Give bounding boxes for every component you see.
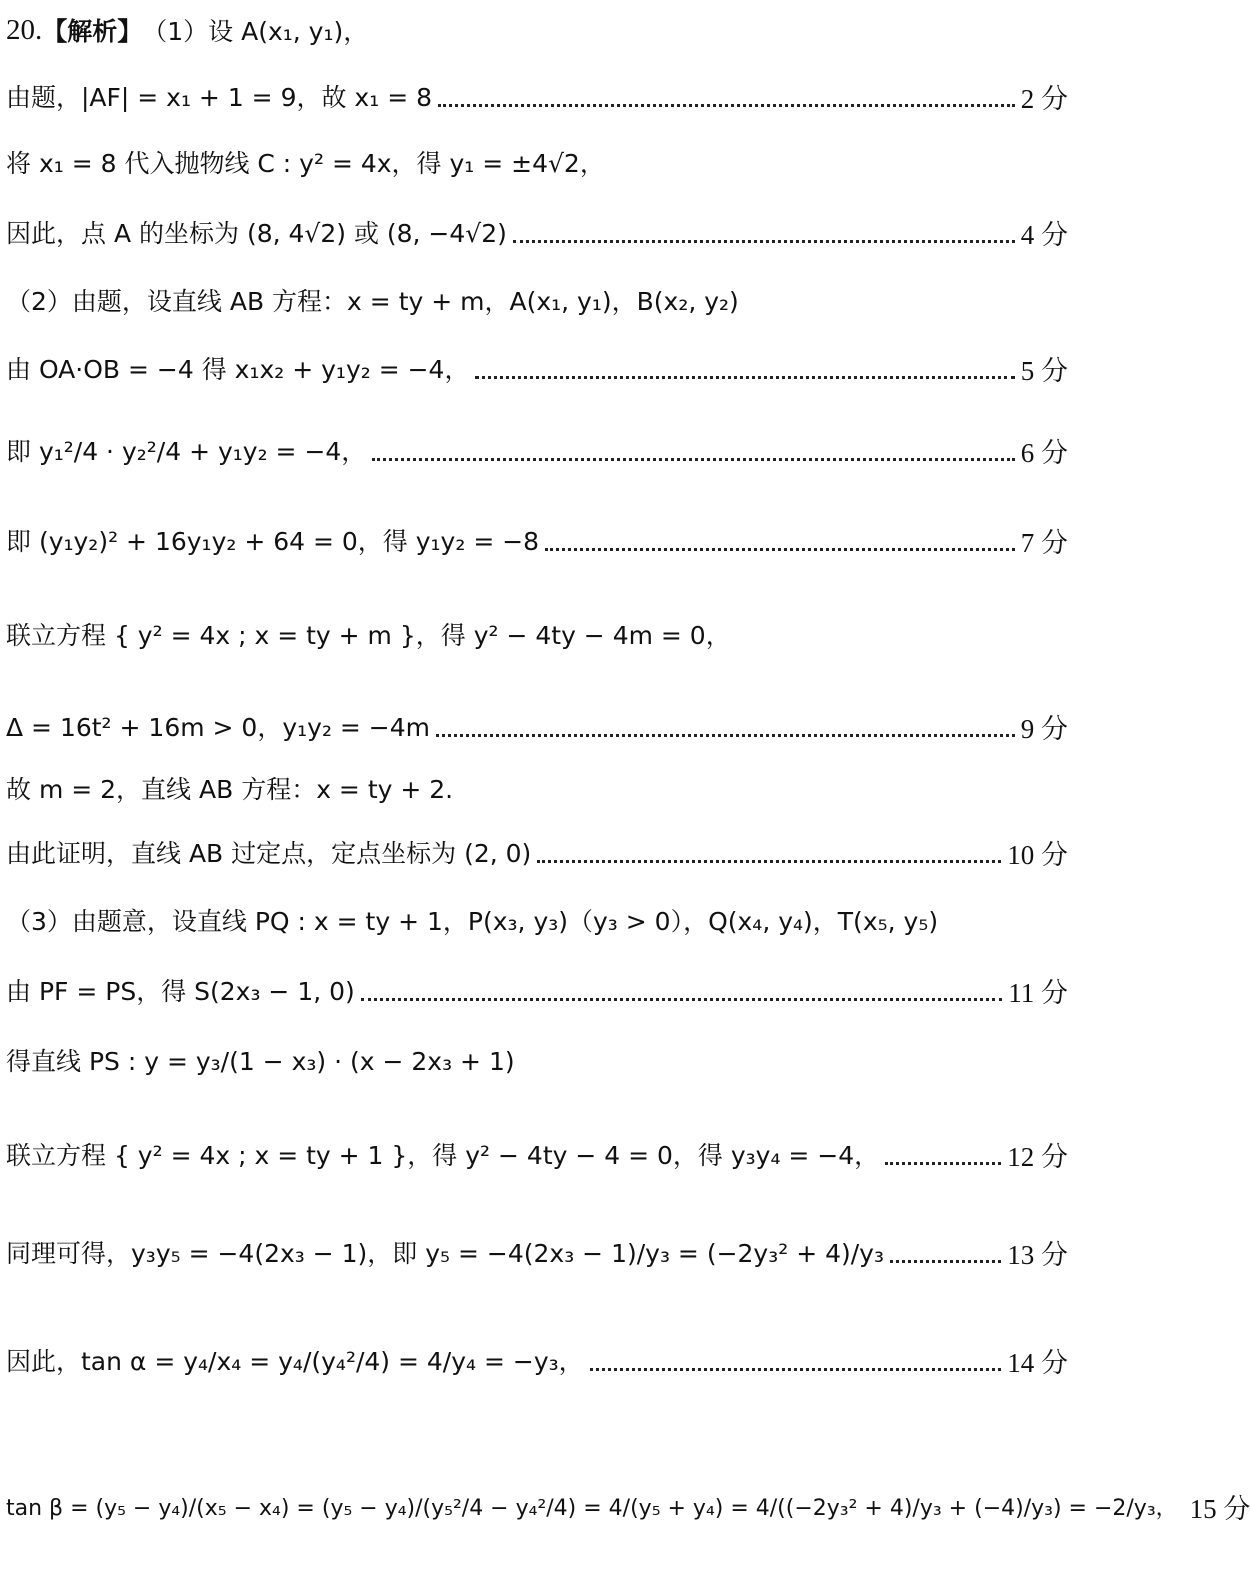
solution-line-14	[6, 960, 1068, 1020]
solution-line-12	[6, 822, 1068, 882]
solution-line-13	[6, 890, 1068, 950]
solution-line-1	[6, 0, 1068, 60]
line-text: 由题，|AF| = x₁ + 1 = 9，故 x₁ = 8	[6, 83, 432, 112]
solution-line-11	[6, 758, 1068, 818]
leader-dots	[372, 458, 1014, 461]
leader-dots	[513, 240, 1015, 243]
heading: 【解析】	[42, 17, 143, 46]
line-text: （1）设 A(x₁, y₁)，	[142, 17, 369, 46]
line-text: 由 PF = PS，得 S(2x₃ − 1, 0)	[6, 977, 355, 1006]
line-text: 因此，tan α = y₄/x₄ = y₄/(y₄²/4) = 4/y₄ = −y₃，	[6, 1347, 584, 1376]
line-text: （2）由题，设直线 AB 方程：x = ty + m，A(x₁, y₁)，B(x₂, y₂)	[6, 287, 739, 316]
score-label: 14 分	[1007, 1347, 1068, 1378]
solution-line-9	[6, 604, 1068, 664]
score-label: 11 分	[1008, 977, 1068, 1008]
solution-line-2	[6, 66, 1068, 126]
leader-dots	[537, 860, 1001, 863]
leader-dots	[438, 104, 1015, 107]
score-label: 15 分	[1189, 1493, 1250, 1524]
solution-line-17	[6, 1222, 1068, 1282]
line-text: Δ = 16t² + 16m > 0，y₁y₂ = −4m	[6, 713, 431, 742]
line-text: 联立方程 { y² = 4x ; x = ty + 1 }，得 y² − 4ty − 4 = 0，得 y₃y₄ = −4，	[6, 1141, 880, 1170]
leader-dots	[590, 1368, 1002, 1371]
leader-dots	[885, 1162, 1001, 1165]
line-text: 同理可得，y₃y₅ = −4(2x₃ − 1)，即 y₅ = −4(2x₃ − 1)/y₃ = (−2y₃² + 4)/y₃	[6, 1239, 885, 1268]
solution-line-15	[6, 1030, 1068, 1090]
solution-line-18	[6, 1330, 1068, 1390]
solution-line-4	[6, 202, 1068, 262]
score-label: 12 分	[1007, 1141, 1068, 1172]
line-text: 联立方程 { y² = 4x ; x = ty + m }，得 y² − 4ty − 4m = 0，	[6, 621, 731, 650]
line-text: 即 (y₁y₂)² + 16y₁y₂ + 64 = 0，得 y₁y₂ = −8	[6, 527, 540, 556]
leader-dots	[475, 376, 1014, 379]
line-text: 故 m = 2，直线 AB 方程：x = ty + 2.	[6, 775, 454, 804]
score-label: 6 分	[1020, 437, 1068, 468]
score-label: 13 分	[1007, 1239, 1068, 1270]
line-text: 因此，点 A 的坐标为 (8, 4√2) 或 (8, −4√2)	[6, 219, 507, 248]
score-label: 9 分	[1020, 713, 1068, 744]
solution-line-6	[6, 338, 1068, 398]
solution-line-10	[6, 696, 1068, 756]
solution-line-7	[6, 420, 1068, 480]
score-label: 2 分	[1020, 83, 1068, 114]
line-text: tan β = (y₅ − y₄)/(x₅ − x₄) = (y₅ − y₄)/(y₅²/4 − y₄²/4) = 4/(y₅ + y₄) = 4/((−2y₃² + 4)/y₃ + (−4)/y₃) = −2/y₃，	[6, 1495, 1178, 1521]
line-text: 得直线 PS : y = y₃/(1 − x₃) · (x − 2x₃ + 1)	[6, 1047, 515, 1076]
score-label: 4 分	[1020, 219, 1068, 250]
solution-line-3	[6, 132, 1068, 192]
score-label: 10 分	[1007, 839, 1068, 870]
line-text: 由此证明，直线 AB 过定点，定点坐标为 (2, 0)	[6, 839, 532, 868]
leader-dots	[436, 734, 1015, 737]
solution-line-5	[6, 270, 1068, 330]
line-text: 即 y₁²/4 · y₂²/4 + y₁y₂ = −4，	[6, 437, 367, 466]
leader-dots	[890, 1260, 1001, 1263]
score-label: 7 分	[1020, 527, 1068, 558]
line-text: （3）由题意，设直线 PQ : x = ty + 1，P(x₃, y₃)（y₃ > 0），Q(x₄, y₄)，T(x₅, y₅)	[6, 907, 939, 936]
leader-dots	[545, 548, 1015, 551]
line-text: 由 OA·OB = −4 得 x₁x₂ + y₁y₂ = −4，	[6, 355, 470, 384]
problem-number: 20.	[6, 13, 43, 46]
solution-line-16	[6, 1124, 1068, 1184]
solution-line-19	[6, 1476, 1250, 1536]
leader-dots	[361, 998, 1002, 1001]
line-text: 将 x₁ = 8 代入抛物线 C : y² = 4x，得 y₁ = ±4√2，	[6, 149, 605, 178]
score-label: 5 分	[1020, 355, 1068, 386]
solution-line-8	[6, 510, 1068, 570]
